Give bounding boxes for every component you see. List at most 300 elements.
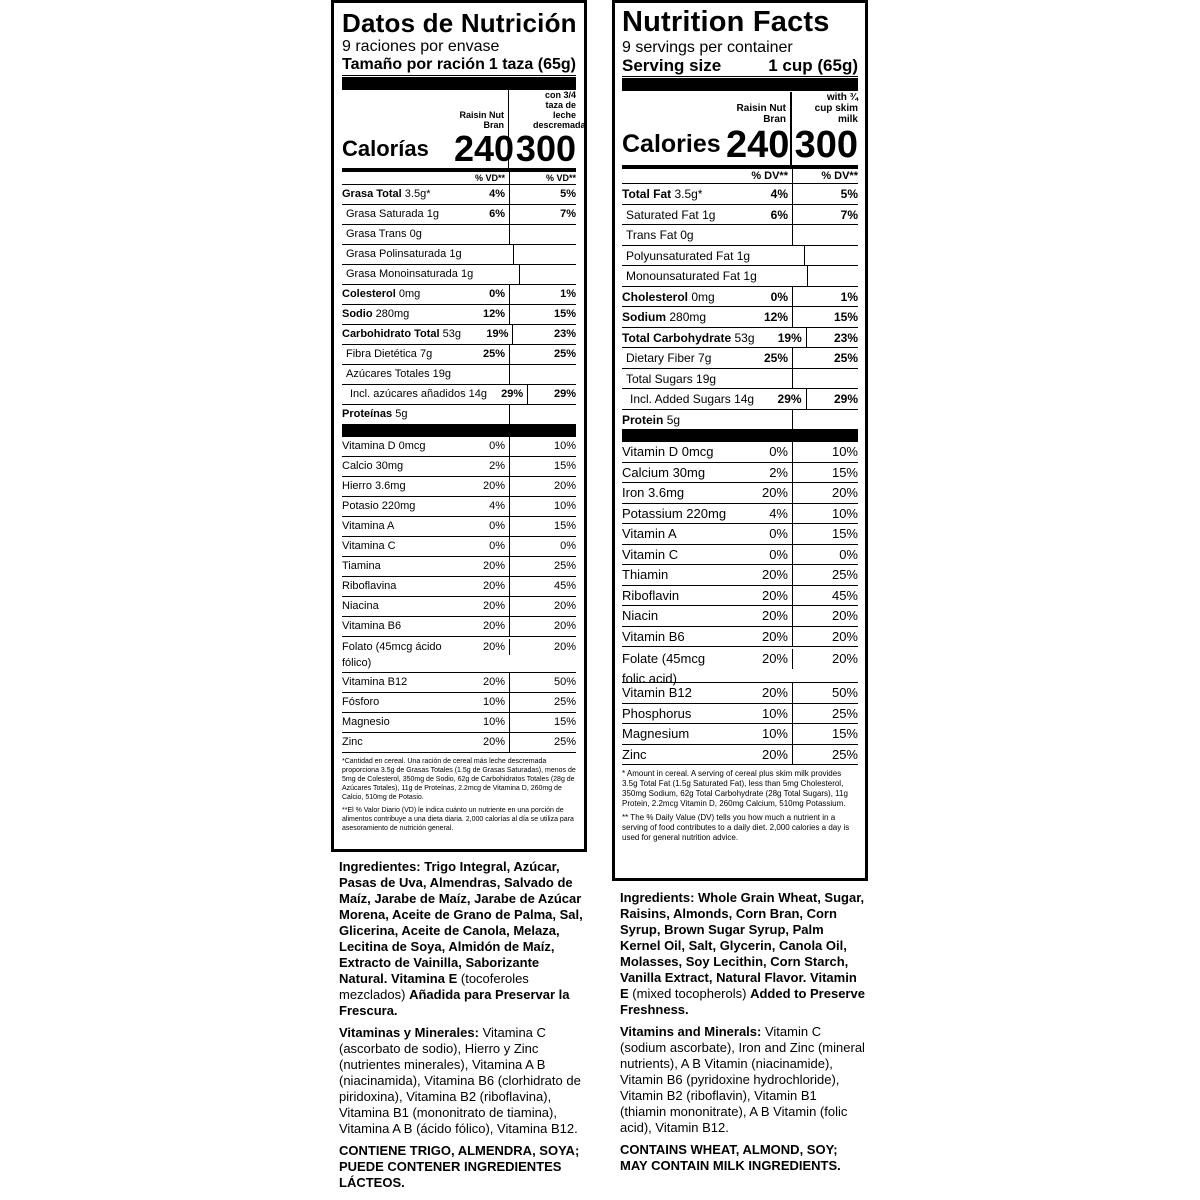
nutrient-dv-cereal: [455, 365, 509, 384]
servings-per-container: 9 raciones por envase: [342, 38, 500, 55]
vitamin-name: Potasio 220mg: [342, 500, 416, 512]
vitamin-dv-cereal: 20%: [482, 580, 505, 592]
nutrient-row: [622, 246, 858, 267]
nutrient-dv-milk: 25%: [509, 345, 576, 364]
nutrient-dv-cereal: 19%: [486, 328, 509, 340]
nutrient-dv-milk: 29%: [527, 385, 576, 404]
divider-bar: [622, 430, 858, 442]
vitamin-row: [342, 537, 576, 557]
vitamin-name: Vitamin C: [622, 546, 679, 562]
vitamin-row: [622, 606, 858, 627]
vitamin-name: Vitamina A: [342, 520, 395, 532]
nutrient-dv-milk: [509, 225, 576, 244]
vitamin-dv-cereal: 20%: [482, 641, 505, 653]
vitamin-dv-cereal: 0%: [489, 440, 505, 452]
divider-bar: [342, 425, 576, 437]
nutrient-row: [342, 245, 576, 265]
vitamin-dv-cereal: 20%: [482, 560, 505, 572]
footnote-amount: *Cantidad en cereal. Una ración de cereal más leche descremada proporciona 3.5g de Grasas Totales (1.5g de Grasas Saturadas), menos de 5mg de Colesterol, 350mg de Sodio, 62g de Carbohidratos Totales (28g de Azúcares Totales), 11g de Proteínas, 2.2mcg de Vitamina D, 260mg de Calcio, 510mg de Potasio.: [342, 758, 576, 801]
nutrient-row: [342, 305, 576, 325]
nutrient-dv-cereal: 12%: [482, 308, 505, 320]
nutrient-name: Grasa Total: [342, 188, 402, 200]
nutrient-name: Incl. Added Sugars: [630, 392, 731, 406]
vitamin-row: [622, 545, 858, 566]
nutrient-dv-milk: [513, 245, 576, 264]
nutrient-amount: 0mg: [691, 289, 715, 304]
nutrient-name: Polyunsaturated Fat: [626, 248, 734, 263]
vitamin-name: Tiamina: [342, 560, 381, 572]
nutrient-dv-cereal: [750, 246, 803, 266]
vitamin-dv-cereal: 20%: [761, 628, 788, 644]
vitamin-row: [342, 693, 576, 713]
vitamin-row: [622, 647, 858, 686]
vitamin-row: [622, 463, 858, 484]
nutrient-name: Grasa Saturada: [346, 208, 424, 220]
english-nutrition-panel: [612, 0, 868, 881]
footnote-amount: * Amount in cereal. A serving of cereal plus skim milk provides 3.5g Total Fat (1.5g Saturated Fat), less than 5mg Cholesterol, 350mg Sodium, 62g Total Carbohydrate (28g Total Sugars), 11g Protein, 2.2mcg Vitamin D, 260mg Calcium, 510mg Potassium.: [622, 769, 848, 808]
daily-value-header: [622, 165, 858, 184]
allergen-statement: [620, 1142, 865, 1174]
vitamin-dv-milk: 50%: [509, 673, 576, 692]
vitamin-dv-cereal: 2%: [489, 460, 505, 472]
vitamin-dv-milk: 20%: [509, 639, 576, 655]
nutrient-amount: 1g: [460, 268, 474, 280]
vitamin-list: [622, 442, 858, 765]
vitamin-dv-cereal: 0%: [769, 526, 788, 541]
vitamin-dv-milk: 10%: [792, 442, 858, 462]
vitamin-row: [622, 524, 858, 545]
nutrient-dv-milk: [792, 225, 858, 245]
vitamin-dv-cereal: 20%: [761, 587, 788, 603]
vitamin-dv-cereal: 20%: [761, 685, 788, 700]
vitamin-dv-milk: 15%: [509, 517, 576, 536]
nutrient-dv-cereal: [728, 225, 792, 245]
nutrient-name-cell: [342, 205, 455, 224]
vitamin-dv-milk: 15%: [792, 463, 858, 483]
footnotes: [342, 757, 576, 833]
vitamin-row: [622, 724, 858, 745]
nutrient-name-cell: [342, 225, 455, 244]
vitamin-dv-cereal: 20%: [482, 620, 505, 632]
vitamin-dv-milk: 20%: [509, 477, 576, 496]
nutrient-amount: 1g: [743, 269, 757, 283]
vitamin-name: Calcio 30mg: [342, 460, 404, 472]
vitamin-e-end: Añadida para Preservar la Frescura.: [339, 987, 570, 1018]
dv-header-milk: % DV**: [792, 169, 858, 183]
vitamin-name: Phosphorus: [622, 705, 692, 721]
nutrient-name: Total Fat: [622, 187, 672, 201]
nutrient-dv-cereal: 4%: [489, 188, 505, 200]
nutrient-dv-milk: 7%: [792, 205, 858, 225]
nutrient-amount: 3.5g*: [674, 187, 703, 201]
nutrient-name: Proteínas: [342, 408, 393, 420]
nutrient-name-cell: [622, 307, 728, 327]
nutrient-dv-milk: [807, 266, 858, 286]
vitamin-dv-cereal: 10%: [761, 705, 788, 721]
nutrient-name: Trans Fat: [626, 228, 677, 242]
vitamin-row: [342, 597, 576, 617]
nutrient-dv-milk: 23%: [512, 325, 576, 344]
nutrient-name-cell: [622, 184, 728, 204]
vitamin-dv-cereal: 0%: [489, 520, 505, 532]
nutrient-row: [342, 205, 576, 225]
vitamin-dv-cereal: 10%: [761, 726, 788, 741]
daily-value-header: [342, 168, 576, 185]
nutrient-dv-milk: 15%: [509, 305, 576, 324]
nutrient-name: Grasa Monoinsaturada: [346, 268, 458, 280]
panel-title: Datos de Nutrición: [342, 8, 577, 38]
dv-header-milk: % VD**: [509, 172, 576, 184]
nutrient-dv-milk: [509, 365, 576, 384]
nutrient-dv-milk: 5%: [509, 185, 576, 204]
nutrient-dv-milk: 25%: [792, 348, 858, 368]
nutrient-row: [622, 225, 858, 246]
nutrient-name: Monounsaturated Fat: [626, 269, 741, 283]
vitamin-name: Vitamina B12: [342, 676, 408, 688]
vitamin-name: Vitamina D 0mcg: [342, 440, 426, 452]
nutrient-amount: 5g: [395, 408, 408, 420]
nutrient-row: [622, 205, 858, 226]
vitamin-dv-cereal: 20%: [761, 651, 788, 666]
panel-title: Nutrition Facts: [622, 6, 830, 38]
nutrient-dv-milk: 5%: [792, 184, 858, 204]
divider-bar: [342, 77, 576, 90]
nutrient-name-cell: [622, 205, 728, 225]
vitamin-dv-milk: 20%: [792, 483, 858, 503]
vitamin-dv-milk: 20%: [792, 606, 858, 626]
nutrient-name: Azúcares Totales: [346, 368, 430, 380]
nutrient-name: Grasa Trans: [346, 228, 407, 240]
nutrient-row: [342, 185, 576, 205]
vitamin-dv-cereal: 20%: [482, 480, 505, 492]
vitamin-name: Vitamina B6: [342, 620, 402, 632]
vitamin-name: Calcium 30mg: [622, 464, 706, 480]
vitamin-dv-milk: 20%: [509, 617, 576, 636]
nutrient-dv-milk: 23%: [806, 328, 858, 348]
nutrient-amount: 3.5g*: [404, 188, 431, 200]
serving-size-row: [342, 56, 576, 76]
nutrient-dv-milk: 1%: [509, 285, 576, 304]
nutrient-name-cell: [342, 345, 455, 364]
nutrient-name-cell: [622, 246, 750, 266]
vitamin-row: [622, 704, 858, 725]
nutrient-amount: 0g: [409, 228, 422, 240]
nutrient-row: [622, 389, 858, 410]
nutrient-row: [342, 345, 576, 365]
vitamin-dv-milk: 10%: [509, 437, 576, 456]
nutrient-amount: 7g: [698, 351, 712, 365]
vitamin-dv-cereal: 20%: [482, 600, 505, 612]
serving-size-label: Tamaño por ración: [342, 56, 485, 73]
nutrient-dv-cereal: [757, 266, 807, 286]
vitamin-dv-milk: 15%: [509, 457, 576, 476]
nutrient-row: [622, 328, 858, 349]
servings-per-container: 9 servings per container: [622, 39, 793, 56]
nutrient-dv-cereal: 4%: [770, 187, 788, 201]
vitamins-minerals-label: Vitaminas y Minerales:: [339, 1025, 479, 1040]
vitamin-dv-milk: 15%: [792, 724, 858, 744]
nutrient-name-cell: [622, 348, 728, 368]
nutrient-dv-cereal: 19%: [777, 330, 802, 345]
nutrient-dv-cereal: [462, 245, 513, 264]
ingredients-paragraph: [339, 859, 584, 1019]
vitamin-row: [622, 745, 858, 766]
nutrient-dv-milk: [804, 246, 859, 266]
nutrient-dv-milk: [509, 405, 576, 424]
vitamin-dv-milk: 45%: [509, 577, 576, 596]
vitamin-row: [622, 483, 858, 504]
calories-label: Calories: [622, 130, 721, 158]
nutrient-amount: 280mg: [375, 308, 410, 320]
nutrient-row: [342, 385, 576, 405]
column-label-milk: con 3/4 taza de leche descremada: [533, 90, 586, 130]
nutrient-dv-cereal: 29%: [501, 388, 524, 400]
nutrient-amount: 0mg: [398, 288, 421, 300]
nutrient-name-cell: [622, 225, 728, 245]
nutrient-name: Protein: [622, 412, 664, 427]
vitamin-name: Potassium 220mg: [622, 505, 727, 521]
vitamin-dv-cereal: 20%: [761, 485, 788, 500]
footnote-daily-value: **El % Valor Diario (VD) le indica cuánto un nutriente en una porción de alimentos contribuye a una dieta diaria. 2,000 calorías al día se utiliza para asesoramiento de nutrición general.: [342, 807, 574, 832]
vitamin-list: [342, 437, 576, 753]
allergen-text: CONTAINS WHEAT, ALMOND, SOY; MAY CONTAIN MILK INGREDIENTS.: [620, 1142, 841, 1173]
vitamin-name: Vitamin B12: [622, 685, 692, 700]
allergen-text: CONTIENE TRIGO, ALMENDRA, SOYA; PUEDE CONTENER INGREDIENTES LÁCTEOS.: [339, 1143, 580, 1190]
vitamin-name: Vitamin B6: [622, 628, 685, 644]
nutrient-row: [622, 307, 858, 328]
nutrient-dv-milk: [792, 410, 858, 430]
vitamin-dv-milk: 25%: [509, 557, 576, 576]
nutrient-name-cell: [622, 287, 728, 307]
vitamin-row: [342, 497, 576, 517]
nutrient-name: Sodio: [342, 308, 373, 320]
calories-column-milk: [508, 90, 586, 169]
vitamin-row: [622, 627, 858, 648]
vitamin-name: Vitamin A: [622, 526, 677, 541]
ingredients-text: Trigo Integral, Azúcar, Pasas de Uva, Almendras, Salvado de Maíz, Jarabe de Maíz, Jarabe de Azúcar Morena, Aceite de Grano de Palma, Sal, Glicerina, Aceite de Canola, Melaza, Lecitina de Soya, Almidón de Maíz, Extracto de Vainilla, Saborizante Natural.: [339, 859, 583, 986]
nutrient-dv-milk: [519, 265, 576, 284]
spanish-nutrition-panel: [331, 0, 587, 852]
nutrient-dv-cereal: 29%: [777, 392, 802, 406]
serving-size-value: 1 cup (65g): [768, 56, 858, 75]
nutrient-dv-cereal: 0%: [770, 289, 788, 304]
vitamin-row: [622, 586, 858, 607]
vitamin-dv-milk: 45%: [792, 586, 858, 606]
vitamin-row: [342, 637, 576, 673]
footnotes: [622, 769, 858, 843]
vitamin-dv-cereal: 20%: [482, 676, 505, 688]
vitamins-minerals-text: Vitamin C (sodium ascorbate), Iron and Zinc (mineral nutrients), A B Vitamin (niacinamide), Vitamin B6 (pyridoxine hydrochloride), Vitamin B2 (riboflavin), Vitamin B1 (thiamin mononitrate), A B Vitamin (folic acid), Vitamin B12.: [620, 1024, 865, 1135]
english-ingredients: [620, 890, 865, 1180]
vitamin-row: [622, 565, 858, 586]
nutrient-row: [622, 348, 858, 369]
nutrient-name-cell: [622, 266, 757, 286]
nutrient-amount: 53g: [442, 328, 461, 340]
vitamin-name: Riboflavina: [342, 580, 397, 592]
vitamin-name: Folate (45mcg folic acid): [622, 651, 706, 686]
vitamin-dv-cereal: 10%: [482, 716, 505, 728]
vitamin-e-label: Vitamin E: [620, 970, 857, 1001]
nutrient-row: [622, 184, 858, 205]
nutrient-dv-milk: 7%: [509, 205, 576, 224]
nutrient-name: Sodium: [622, 310, 666, 324]
vitamin-name: Thiamin: [622, 567, 669, 582]
serving-size-row: [622, 57, 858, 77]
nutrient-amount: 1g: [449, 248, 462, 260]
nutrient-amount: 1g: [702, 207, 716, 222]
vitamin-dv-milk: 50%: [792, 683, 858, 703]
calories-value-milk: 300: [794, 124, 858, 166]
nutrient-dv-milk: 15%: [792, 307, 858, 327]
nutrient-amount: 1g: [426, 208, 439, 220]
vitamin-row: [342, 437, 576, 457]
vitamin-dv-cereal: 4%: [769, 505, 788, 521]
nutrient-dv-cereal: 25%: [482, 348, 505, 360]
nutrient-name-cell: [342, 365, 455, 384]
nutrient-amount: 5g: [666, 412, 681, 427]
nutrient-amount: 7g: [419, 348, 433, 360]
vitamin-name: Magnesio: [342, 716, 390, 728]
nutrient-list: [622, 184, 858, 430]
vitamin-dv-milk: 25%: [792, 704, 858, 724]
vitamin-e-label: Vitamina E: [391, 971, 458, 986]
vitamin-dv-milk: 25%: [509, 693, 576, 712]
vitamin-name: Vitamina C: [342, 540, 396, 552]
nutrient-name: Cholesterol: [622, 289, 689, 304]
nutrient-name-cell: [342, 305, 455, 324]
dv-header-cereal: % DV**: [751, 170, 788, 182]
nutrient-row: [342, 365, 576, 385]
calories-value-cereal: 240: [454, 128, 515, 169]
vitamin-dv-cereal: 20%: [761, 567, 788, 582]
nutrient-name-cell: [342, 185, 455, 204]
nutrient-row: [622, 369, 858, 390]
vitamin-dv-milk: 10%: [792, 504, 858, 524]
vitamin-dv-milk: 0%: [509, 537, 576, 556]
vitamin-dv-cereal: 10%: [482, 696, 505, 708]
allergen-statement: [339, 1143, 584, 1191]
column-label-cereal: Raisin Nut Bran: [736, 103, 786, 125]
vitamins-minerals-paragraph: [620, 1024, 865, 1136]
nutrient-dv-cereal: [473, 265, 519, 284]
vitamin-row: [342, 557, 576, 577]
ingredients-text: Whole Grain Wheat, Sugar, Raisins, Almonds, Corn Bran, Corn Syrup, Brown Sugar Syrup, Palm Kernel Oil, Salt, Glycerin, Canola Oil, Molasses, Soy Lecithin, Corn Starch, Vanilla Extract, Natural Flavor.: [620, 890, 865, 985]
vitamin-dv-milk: 0%: [792, 545, 858, 565]
nutrient-name-cell: [342, 245, 462, 264]
vitamins-minerals-text: Vitamina C (ascorbato de sodio), Hierro y Zinc (nutrientes minerales), Vitamina A B (niacinamida), Vitamina B6 (clorhidrato de piridoxina), Vitamina B2 (riboflavina), Vitamina B1 (mononitrato de tiamina), Vitamina A B (ácido fólico), Vitamina B12.: [339, 1025, 581, 1136]
vitamin-row: [342, 733, 576, 753]
vitamin-name: Magnesium: [622, 726, 690, 741]
column-label-cereal: Raisin Nut Bran: [459, 110, 504, 130]
nutrient-name-cell: [622, 328, 755, 348]
vitamin-row: [342, 713, 576, 733]
vitamin-name: Fósforo: [342, 696, 380, 708]
nutrient-name: Carbohidrato Total: [342, 328, 440, 340]
nutrient-row: [342, 405, 576, 425]
nutrient-dv-cereal: 25%: [763, 351, 788, 365]
nutrient-name: Dietary Fiber: [626, 351, 695, 365]
calories-value-milk: 300: [515, 128, 576, 169]
vitamin-name: Niacin: [622, 608, 659, 623]
nutrient-dv-cereal: [728, 369, 792, 389]
vitamin-row: [342, 477, 576, 497]
vitamin-e-text: (tocoferoles mezclados): [339, 971, 529, 1002]
vitamin-row: [342, 517, 576, 537]
vitamin-name: Vitamin D 0mcg: [622, 444, 714, 459]
vitamin-dv-cereal: 0%: [769, 444, 788, 459]
ingredients-paragraph: [620, 890, 865, 1018]
nutrient-name-cell: [342, 325, 461, 344]
vitamin-row: [342, 577, 576, 597]
vitamins-minerals-paragraph: [339, 1025, 584, 1137]
nutrient-row: [622, 410, 858, 431]
vitamin-row: [622, 504, 858, 525]
nutrient-row: [622, 287, 858, 308]
vitamin-row: [342, 617, 576, 637]
vitamin-dv-milk: 25%: [792, 745, 858, 765]
vitamin-row: [622, 442, 858, 463]
nutrient-dv-milk: 1%: [792, 287, 858, 307]
nutrient-row: [342, 225, 576, 245]
vitamin-name: Zinc: [342, 736, 363, 748]
vitamin-dv-cereal: 0%: [769, 546, 788, 562]
vitamin-row: [342, 673, 576, 693]
nutrient-name: Saturated Fat: [626, 207, 699, 222]
vitamin-dv-cereal: 20%: [761, 746, 788, 762]
vitamin-dv-milk: 25%: [792, 565, 858, 585]
vitamin-dv-milk: 15%: [509, 713, 576, 732]
calories-block: [342, 90, 586, 169]
nutrient-dv-cereal: [455, 405, 509, 424]
nutrient-dv-cereal: 12%: [763, 310, 788, 324]
vitamin-name: Riboflavin: [622, 587, 680, 603]
vitamin-dv-cereal: 20%: [761, 608, 788, 623]
dv-header-cereal: % VD**: [474, 173, 505, 183]
nutrient-dv-cereal: 6%: [489, 208, 505, 220]
nutrient-name: Grasa Polinsaturada: [346, 248, 447, 260]
vitamins-minerals-label: Vitamins and Minerals:: [620, 1024, 762, 1039]
column-label-milk: with ¾ cup skim milk: [814, 92, 858, 125]
nutrient-amount: 280mg: [669, 310, 707, 324]
nutrient-amount: 1g: [736, 248, 751, 263]
vitamin-name: Iron 3.6mg: [622, 485, 685, 500]
nutrient-row: [342, 285, 576, 305]
vitamin-name: Folato (45mcg ácido fólico): [342, 641, 442, 669]
nutrient-dv-cereal: 0%: [489, 288, 505, 300]
vitamin-name: Zinc: [622, 746, 647, 762]
vitamin-row: [622, 683, 858, 704]
nutrient-dv-milk: 29%: [806, 389, 858, 409]
vitamin-dv-milk: 20%: [792, 649, 858, 669]
nutrient-amount: 19g: [696, 371, 717, 386]
nutrient-dv-cereal: [728, 410, 792, 430]
nutrient-name-cell: [622, 389, 754, 409]
serving-size-value: 1 taza (65g): [488, 56, 576, 73]
vitamin-dv-milk: 10%: [509, 497, 576, 516]
calories-column-milk: [790, 92, 858, 165]
nutrient-name-cell: [342, 405, 455, 424]
nutrient-list: [342, 185, 576, 425]
nutrient-amount: 53g: [734, 330, 755, 345]
nutrient-dv-cereal: 6%: [770, 207, 788, 222]
vitamin-row: [342, 457, 576, 477]
vitamin-name: Niacina: [342, 600, 379, 612]
nutrient-row: [342, 265, 576, 285]
spanish-ingredients: [339, 859, 584, 1197]
ingredients-label: Ingredientes:: [339, 859, 421, 874]
nutrient-amount: 0g: [680, 228, 694, 242]
nutrient-name: Incl. azúcares añadidos: [350, 388, 466, 400]
